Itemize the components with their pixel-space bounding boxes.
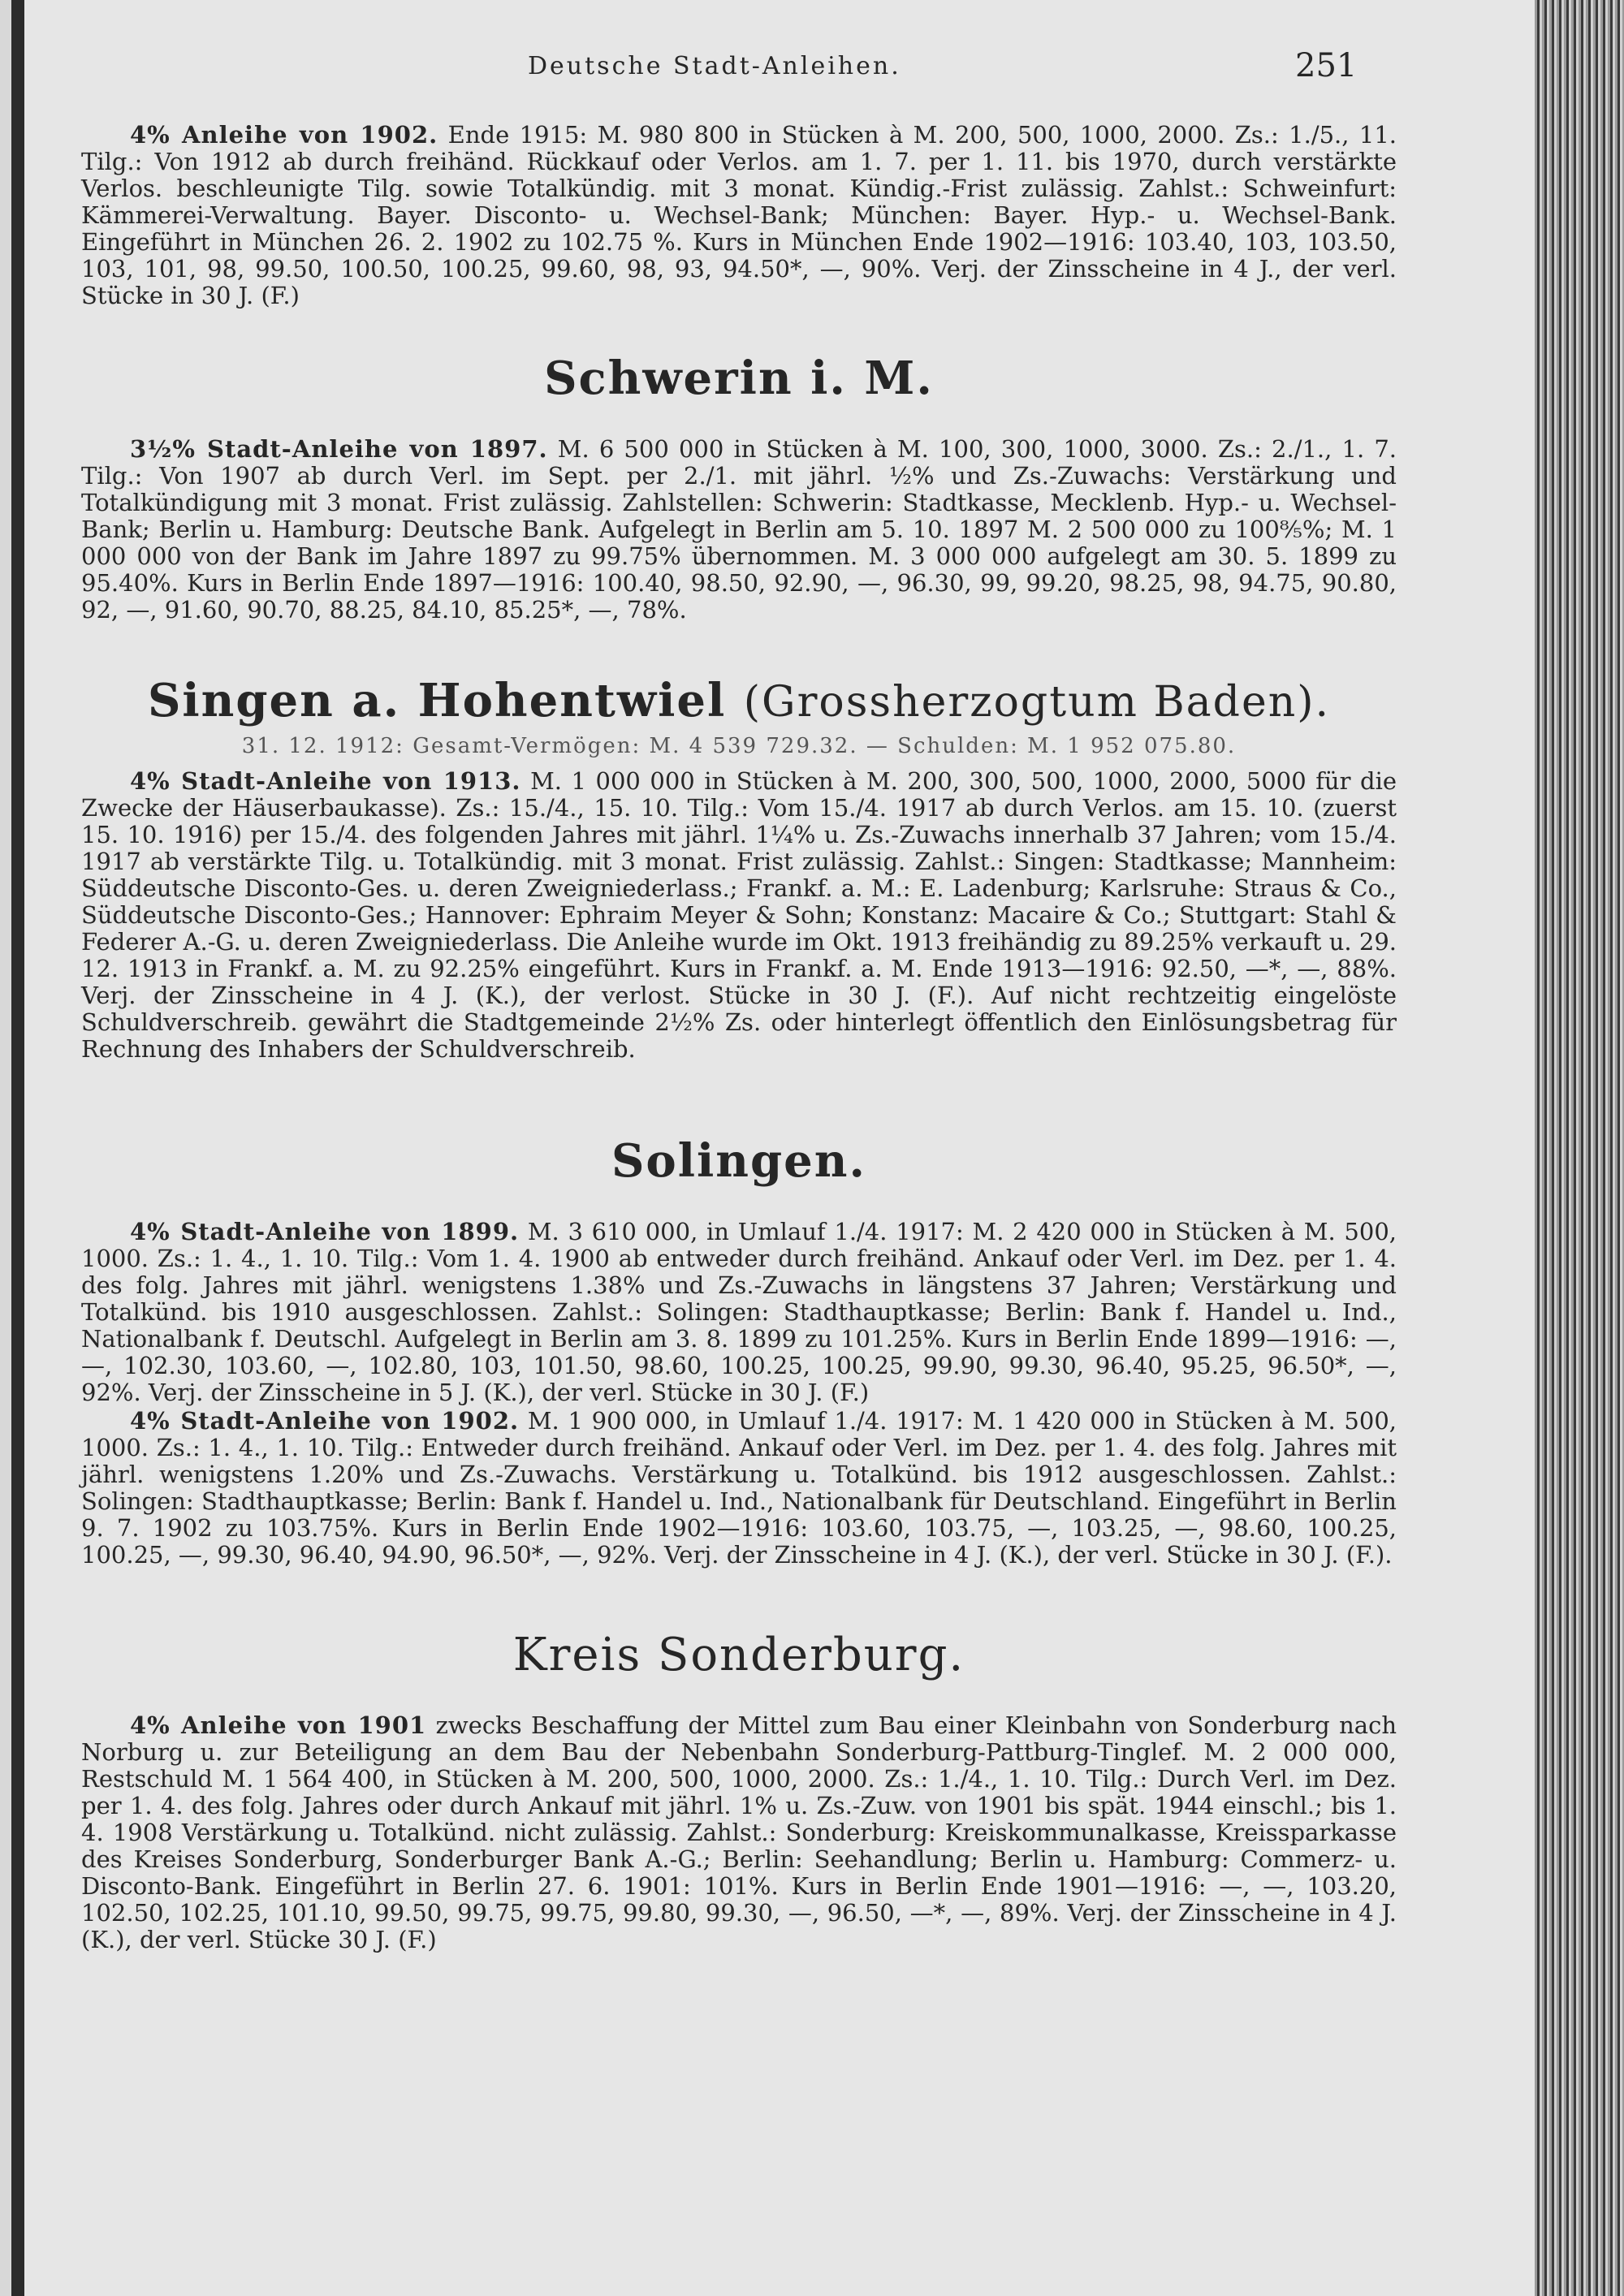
entry-paragraph [81,1408,1397,1569]
page-stack-edge [1522,0,1624,2296]
city-section-singen [81,674,1397,1063]
bond-entry [81,1712,1397,1953]
entry-text: M. 3 610 000, in Umlauf 1./4. 1917: M. 2 420 000 in Stücken à M. 500, 1000. Zs.: 1. 4., 1. 10. Tilg.: Vom 1. 4. 1900 ab entweder durch freihänd. Ankauf oder Verl. im Dez. per 1. 4. des folg. Jahres mit jährl. wenigstens 1.38% und Zs.-Zuwachs in längstens 37 Jahren; Verstärkung und Totalkünd. bis 1910 ausgeschlossen. Zahlst.: Solingen: Stadthauptkasse; Berlin: Bank f. Handel u. Ind., Nationalbank f. Deutschl. Aufgelegt in Berlin am 3. 8. 1899 zu 101.25%. Kurs in Berlin Ende 1899—1916: —, —, 102.30, 103.60, —, 102.80, 103, 101.50, 98.60, 100.25, 100.25, 99.90, 99.30, 96.40, 95.25, 96.50*, —, 92%. Verj. der Zinsscheine in 5 J. (K.), der verl. Stücke in 30 J. (F.) [81,1218,1397,1406]
bond-entry [81,436,1397,624]
entry-title: 4% Stadt-Anleihe von 1899. [130,1218,520,1245]
entry-text: M. 6 500 000 in Stücken à M. 100, 300, 1000, 3000. Zs.: 2./1., 1. 7. Tilg.: Von 1907 ab durch Verl. im Sept. per 2./1. mit jährl. ½% und Zs.-Zuwachs: Verstärkung und Totalkündigung mit 3 monat. Frist zulässig. Zahlstellen: Schwerin: Stadtkasse, Mecklenb. Hyp.- u. Wechsel-Bank; Berlin u. Hamburg: Deutsche Bank. Aufgelegt in Berlin am 5. 10. 1897 M. 2 500 000 zu 100⁸⁄₅%; M. 1 000 000 von der Bank im Jahre 1897 zu 99.75% übernommen. M. 3 000 000 aufgelegt am 30. 5. 1899 zu 95.40%. Kurs in Berlin Ende 1897—1916: 100.40, 98.50, 92.90, —, 96.30, 99, 99.20, 98.25, 98, 94.75, 90.80, 92, —, 91.60, 90.70, 88.25, 84.10, 85.25*, —, 78%. [81,435,1397,624]
entry-paragraph [81,436,1397,624]
city-subtitle: (Grossherzogtum Baden). [743,678,1331,727]
bond-entry [81,122,1397,309]
page-body [81,122,1397,1953]
city-section-schwerin [81,352,1397,624]
running-header [24,47,1535,84]
entry-title: 4% Anleihe von 1902. [130,121,438,149]
entry-paragraph [81,122,1397,309]
city-heading [81,674,1397,727]
bond-entry [81,1408,1397,1569]
city-section-sonderburg [81,1629,1397,1953]
entry-text: Ende 1915: M. 980 800 in Stücken à M. 200, 500, 1000, 2000. Zs.: 1./5., 11. Tilg.: Von 1912 ab durch freihänd. Rückkauf oder Verlos. am 1. 7. per 1. 11. bis 1970, durch verstärkte Verlos. beschleunigte Tilg. sowie Totalkündig. mit 3 monat. Kündig.-Frist zulässig. Zahlst.: Schweinfurt: Kämmerei-Verwaltung. Bayer. Disconto- u. Wechsel-Bank; München: Bayer. Hyp.- u. Wechsel-Bank. Eingeführt in München 26. 2. 1902 zu 102.75 %. Kurs in München Ende 1902—1916: 103.40, 103, 103.50, 103, 101, 98, 99.50, 100.50, 100.25, 99.60, 98, 93, 94.50*, —, 90%. Verj. der Zinsscheine in 4 J., der verl. Stücke in 30 J. (F.) [81,121,1397,309]
city-heading: Kreis Sonderburg. [512,1629,965,1681]
bond-entry [81,1219,1397,1406]
city-heading: Schwerin i. M. [544,352,934,405]
entry-text: zwecks Beschaffung der Mittel zum Bau einer Kleinbahn von Sonderburg nach Norburg u. zur Beteiligung an dem Bau der Nebenbahn Sonderburg-Pattburg-Tinglef. M. 2 000 000, Restschuld M. 1 564 400, in Stücken à M. 200, 500, 1000, 2000. Zs.: 1./4., 1. 10. Tilg.: Durch Verl. im Dez. per 1. 4. des folg. Jahres oder durch Ankauf mit jährl. 1% u. Zs.-Zuw. von 1901 bis spät. 1944 einschl.; bis 1. 4. 1908 Verstärkung u. Totalkünd. nicht zulässig. Zahlst.: Sonderburg: Kreiskommunalkasse, Kreissparkasse des Kreises Sonderburg, Sonderburger Bank A.-G.; Berlin: Seehandlung; Berlin u. Hamburg: Commerz- u. Disconto-Bank. Eingeführt in Berlin 27. 6. 1901: 101%. Kurs in Berlin Ende 1901—1916: —, —, 103.20, 102.50, 102.25, 101.10, 99.50, 99.75, 99.75, 99.80, 99.30, —, 96.50, —*, —, 89%. Verj. der Zinsscheine in 4 J. (K.), der verl. Stücke 30 J. (F.) [81,1711,1397,1953]
entry-paragraph [81,768,1397,1063]
city-finance-info: 31. 12. 1912: Gesamt-Vermögen: M. 4 539 729.32. — Schulden: M. 1 952 075.80. [241,734,1237,758]
entry-title: 4% Anleihe von 1901 [130,1711,427,1739]
bond-entry [81,768,1397,1063]
city-name: Singen a. Hohentwiel [147,674,727,727]
entry-paragraph [81,1219,1397,1406]
book-binding-edge [0,0,24,2296]
city-section-solingen [81,1134,1397,1569]
entry-text: M. 1 900 000, in Umlauf 1./4. 1917: M. 1 420 000 in Stücken à M. 500, 1000. Zs.: 1. 4., 1. 10. Tilg.: Entweder durch freihänd. Ankauf oder Verl. im Dez. per 1. 4. des folg. Jahres mit jährl. wenigstens 1.20% und Zs.-Zuwachs. Verstärkung u. Totalkünd. bis 1912 ausgeschlossen. Zahlst.: Solingen: Stadthauptkasse; Berlin: Bank f. Handel u. Ind., Nationalbank für Deutschland. Eingeführt in Berlin 9. 7. 1902 zu 103.75%. Kurs in Berlin Ende 1902—1916: 103.60, 103.75, —, 103.25, —, 98.60, 100.25, 100.25, —, 99.30, 96.40, 94.90, 96.50*, —, 92%. Verj. der Zinsscheine in 4 J. (K.), der verl. Stücke in 30 J. (F.). [81,1407,1397,1569]
entry-title: 4% Stadt-Anleihe von 1902. [130,1407,520,1435]
city-heading: Solingen. [611,1134,867,1188]
document-page [24,0,1535,2296]
page-number: 251 [1295,47,1358,84]
entry-title: 4% Stadt-Anleihe von 1913. [130,767,521,795]
entry-text: M. 1 000 000 in Stücken à M. 200, 300, 500, 1000, 2000, 5000 für die Zwecke der Häuserbaukasse). Zs.: 15./4., 15. 10. Tilg.: Vom 15./4. 1917 ab durch Verlos. am 15. 10. (zuerst 15. 10. 1916) per 15./4. des folgenden Jahres mit jährl. 1¼% u. Zs.-Zuwachs innerhalb 37 Jahren; vom 15./4. 1917 ab verstärkte Tilg. u. Totalkündig. mit 3 monat. Frist zulässig. Zahlst.: Singen: Stadtkasse; Mannheim: Süddeutsche Disconto-Ges. u. deren Zweigniederlass.; Frankf. a. M.: E. Ladenburg; Karlsruhe: Straus & Co., Süddeutsche Disconto-Ges.; Hannover: Ephraim Meyer & Sohn; Konstanz: Macaire & Co.; Stuttgart: Stahl & Federer A.-G. u. deren Zweigniederlass. Die Anleihe wurde im Okt. 1913 freihändig zu 89.25% verkauft u. 29. 12. 1913 in Frankf. a. M. zu 92.25% eingeführt. Kurs in Frankf. a. M. Ende 1913—1916: 92.50, —*, —, 88%. Verj. der Zinsscheine in 4 J. (K.), der verlost. Stücke in 30 J. (F.). Auf nicht rechtzeitig eingelöste Schuldverschreib. gewährt die Stadtgemeinde 2½% Zs. oder hinterlegt öffentlich den Einlösungsbetrag für Rechnung des Inhabers der Schuldverschreib. [81,767,1397,1063]
running-title: Deutsche Stadt-Anleihen. [528,52,901,80]
entry-title: 3½% Stadt-Anleihe von 1897. [130,435,548,463]
entry-paragraph [81,1712,1397,1953]
